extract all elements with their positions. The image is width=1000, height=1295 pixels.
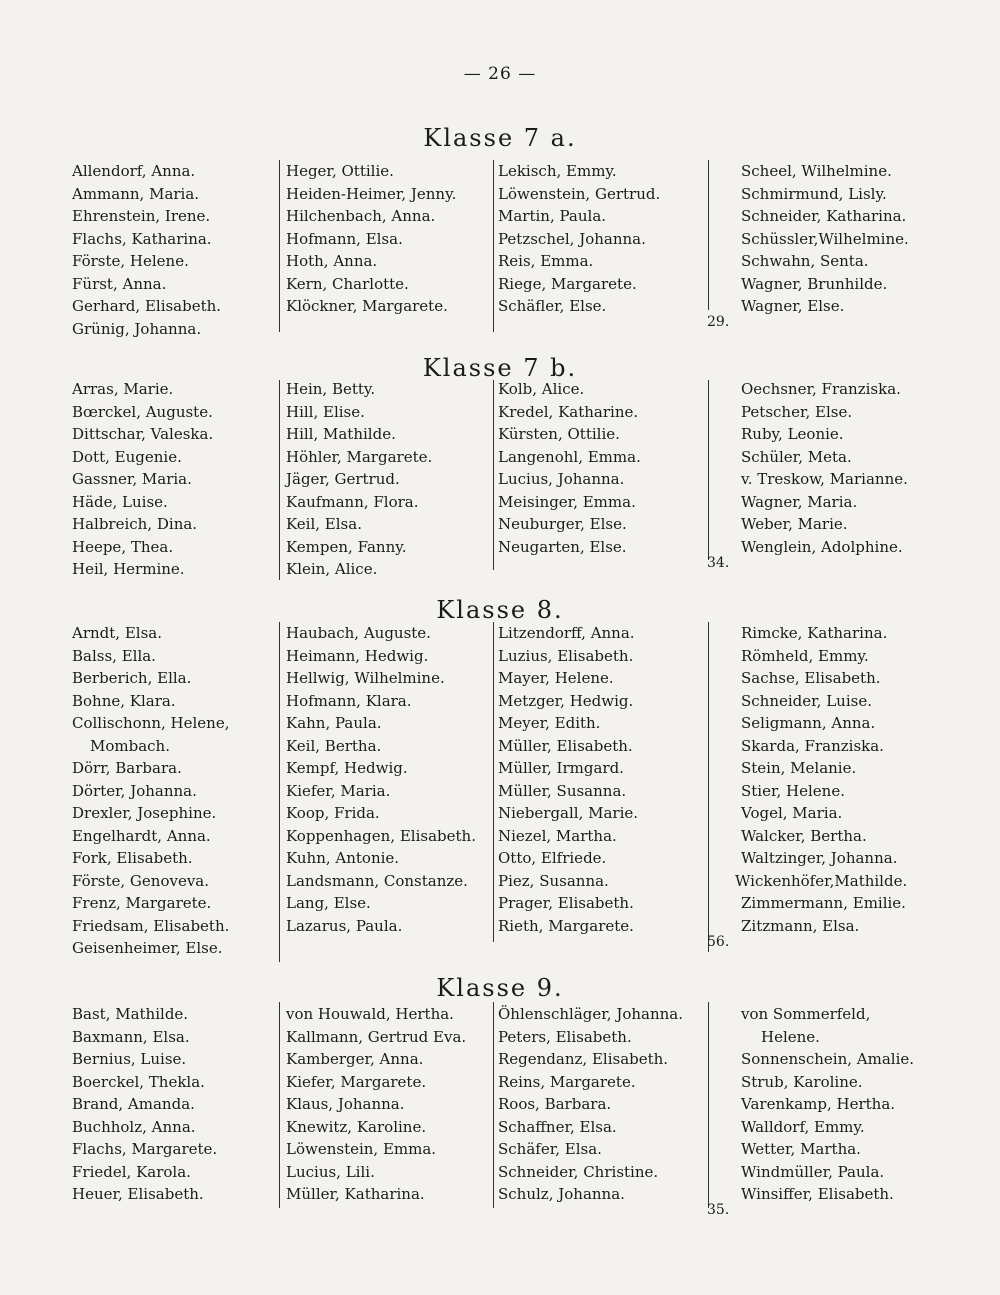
list-item: Kuhn, Antonie.: [286, 849, 400, 867]
list-item: Dott, Eugenie.: [72, 447, 182, 466]
list-item: Heger, Ottilie.: [286, 162, 394, 180]
list-item: Scheel, Wilhelmine.: [741, 162, 892, 180]
list-item: Keil, Bertha.: [286, 736, 382, 755]
list-item: von Houwald, Hertha.: [286, 1005, 454, 1023]
list-item: Martin, Paula.: [498, 207, 607, 225]
list-item: Friedsam, Elisabeth.: [72, 916, 230, 935]
column-divider: [708, 1002, 709, 1208]
list-item: Keil, Elsa.: [286, 515, 362, 533]
name-column: [498, 160, 660, 318]
list-item: Lucius, Johanna.: [498, 470, 625, 488]
list-item: Hellwig, Wilhelmine.: [286, 669, 445, 687]
name-column: [72, 160, 221, 340]
list-item: Neuburger, Else.: [498, 515, 627, 533]
list-item: Niezel, Martha.: [498, 826, 617, 845]
list-item: Koop, Frida.: [286, 804, 380, 822]
list-item: Schaffner, Elsa.: [498, 1117, 617, 1136]
section-heading-klasse-9: Klasse 9.: [436, 974, 564, 1002]
list-item: Kürsten, Ottilie.: [498, 425, 620, 443]
list-item: Hofmann, Elsa.: [286, 229, 403, 248]
list-item: Neugarten, Else.: [498, 537, 627, 556]
list-item: Häde, Luise.: [72, 492, 168, 511]
list-item: Rieth, Margarete.: [498, 916, 634, 935]
list-item: Frenz, Margarete.: [72, 894, 212, 912]
list-item: Sachse, Elisabeth.: [741, 669, 881, 687]
name-column: [286, 1003, 466, 1206]
list-item: Arras, Marie.: [72, 380, 174, 398]
list-item: Regendanz, Elisabeth.: [498, 1050, 669, 1068]
column-divider: [708, 380, 709, 560]
list-item: Metzger, Hedwig.: [498, 691, 634, 710]
list-item: Buchholz, Anna.: [72, 1117, 196, 1136]
list-item: Haubach, Auguste.: [286, 624, 431, 642]
list-item: Kallmann, Gertrud Eva.: [286, 1027, 467, 1046]
list-item: [707, 1183, 914, 1218]
list-item: Dittschar, Valeska.: [72, 425, 214, 443]
list-item: Geisenheimer, Else.: [72, 939, 223, 957]
list-item: Langenohl, Emma.: [498, 447, 641, 466]
list-item: Oechsner, Franziska.: [741, 380, 901, 398]
list-item: Reis, Emma.: [498, 252, 594, 270]
list-item: Mombach.: [90, 736, 170, 755]
column-divider: [279, 622, 280, 962]
list-item: Wagner, Brunhilde.: [741, 274, 888, 293]
list-item: Hoth, Anna.: [286, 252, 378, 270]
list-item: Klein, Alice.: [286, 560, 378, 578]
list-item: Schäfer, Elsa.: [498, 1140, 602, 1158]
class-count: 29.: [707, 314, 730, 330]
list-item: Kiefer, Margarete.: [286, 1072, 427, 1091]
list-item: Müller, Elisabeth.: [498, 736, 633, 755]
column-divider: [493, 160, 494, 332]
list-item: Piez, Susanna.: [498, 871, 609, 890]
list-item: Schneider, Luise.: [741, 691, 872, 710]
column-divider: [279, 1002, 280, 1208]
name-column: [286, 160, 456, 318]
list-item: Schäfler, Else.: [498, 297, 607, 315]
list-item-text: Wagner, Else.: [741, 297, 845, 315]
list-item: Klöckner, Margarete.: [286, 297, 448, 315]
list-item: Heiden-Heimer, Jenny.: [286, 184, 457, 203]
list-item: Engelhardt, Anna.: [72, 826, 211, 845]
list-item: Halbreich, Dina.: [72, 515, 198, 533]
list-item: Knewitz, Karoline.: [286, 1117, 427, 1136]
list-item: v. Treskow, Marianne.: [741, 470, 908, 488]
list-item: Wickenhöfer,Mathilde.: [735, 871, 908, 890]
name-column: [72, 378, 213, 581]
list-item: Varenkamp, Hertha.: [741, 1095, 896, 1113]
list-item-text: Winsiffer, Elisabeth.: [741, 1185, 894, 1203]
list-item: Grünig, Johanna.: [72, 319, 202, 338]
list-item: Arndt, Elsa.: [72, 624, 162, 642]
name-column: [72, 1003, 217, 1206]
list-item: Dörter, Johanna.: [72, 781, 197, 800]
list-item: Drexler, Josephine.: [72, 804, 217, 822]
list-item: Wetter, Martha.: [741, 1140, 861, 1158]
column-divider: [279, 380, 280, 580]
name-column: [707, 1003, 915, 1218]
list-item: Meisinger, Emma.: [498, 492, 636, 511]
list-item: [707, 295, 909, 330]
list-item: Landsmann, Constanze.: [286, 871, 468, 890]
list-item: Baxmann, Elsa.: [72, 1027, 190, 1046]
page-number: — 26 —: [463, 64, 537, 84]
list-item: Müller, Susanna.: [498, 781, 627, 800]
column-divider: [493, 1002, 494, 1208]
list-item: Jäger, Gertrud.: [286, 470, 400, 488]
name-column: [707, 378, 908, 571]
list-item: Schmirmund, Lisly.: [741, 184, 887, 203]
list-item: Schulz, Johanna.: [498, 1185, 625, 1203]
list-item: Heuer, Elisabeth.: [72, 1185, 204, 1203]
list-item: Meyer, Edith.: [498, 714, 601, 732]
list-item: Öhlenschläger, Johanna.: [498, 1005, 684, 1023]
list-item: Hilchenbach, Anna.: [286, 207, 436, 225]
column-divider: [708, 622, 709, 952]
list-item: Heimann, Hedwig.: [286, 646, 429, 665]
list-item-text: Zitzmann, Elsa.: [741, 916, 860, 935]
list-item: Gassner, Maria.: [72, 470, 192, 488]
list-item: Flachs, Margarete.: [72, 1140, 218, 1158]
list-item: Lekisch, Emmy.: [498, 162, 617, 180]
list-item: Skarda, Franziska.: [741, 736, 884, 755]
list-item: Schüssler,Wilhelmine.: [741, 229, 909, 248]
list-item: Windmüller, Paula.: [741, 1162, 885, 1181]
list-item: Löwenstein, Gertrud.: [498, 184, 661, 203]
list-item: Walcker, Bertha.: [741, 826, 867, 845]
list-item: Hill, Elise.: [286, 402, 365, 421]
list-item: Boerckel, Thekla.: [72, 1072, 205, 1091]
list-item: Kiefer, Maria.: [286, 781, 391, 800]
list-item: Schüler, Meta.: [741, 447, 852, 466]
list-item: Litzendorff, Anna.: [498, 624, 635, 642]
list-item: Roos, Barbara.: [498, 1095, 612, 1113]
list-item: Kempf, Hedwig.: [286, 759, 408, 777]
list-item: Lazarus, Paula.: [286, 916, 403, 935]
list-item: Heil, Hermine.: [72, 560, 185, 578]
list-item: Luzius, Elisabeth.: [498, 646, 634, 665]
list-item: Ammann, Maria.: [72, 184, 200, 203]
list-item: Fork, Elisabeth.: [72, 849, 193, 867]
list-item: Hein, Betty.: [286, 380, 376, 398]
list-item: Zimmermann, Emilie.: [741, 894, 906, 912]
list-item: Flachs, Katharina.: [72, 229, 212, 248]
list-item: Helene.: [761, 1027, 820, 1046]
list-item: Balss, Ella.: [72, 646, 156, 665]
column-divider: [493, 622, 494, 942]
list-item: Allendorf, Anna.: [72, 162, 196, 180]
list-item: Sonnenschein, Amalie.: [741, 1050, 915, 1068]
list-item: Collischonn, Helene,: [72, 714, 230, 732]
list-item: Kempen, Fanny.: [286, 537, 407, 556]
list-item: Niebergall, Marie.: [498, 804, 639, 822]
list-item: Löwenstein, Emma.: [286, 1140, 437, 1158]
list-item: Hill, Mathilde.: [286, 425, 396, 443]
list-item: Wagner, Maria.: [741, 492, 858, 511]
list-item: Friedel, Karola.: [72, 1162, 191, 1181]
name-column: [498, 622, 638, 937]
list-item: Kaufmann, Flora.: [286, 492, 419, 511]
column-divider: [493, 380, 494, 570]
column-divider: [279, 160, 280, 332]
list-item: Kamberger, Anna.: [286, 1050, 424, 1068]
list-item: Stier, Helene.: [741, 781, 845, 800]
list-item: Petscher, Else.: [741, 402, 853, 421]
list-item: Waltzinger, Johanna.: [741, 849, 898, 867]
list-item: Höhler, Margarete.: [286, 447, 433, 466]
list-item: Hofmann, Klara.: [286, 691, 412, 710]
list-item: Reins, Margarete.: [498, 1072, 636, 1091]
list-item: Römheld, Emmy.: [741, 646, 869, 665]
list-item: Koppenhagen, Elisabeth.: [286, 826, 476, 845]
section-heading-klasse-7a: Klasse 7 a.: [423, 124, 577, 152]
class-count: 35.: [707, 1202, 730, 1218]
name-column: [286, 622, 476, 937]
list-item: Rimcke, Katharina.: [741, 624, 888, 642]
list-item: von Sommerfeld,: [741, 1005, 871, 1023]
list-item: Otto, Elfriede.: [498, 849, 607, 867]
list-item: Ruby, Leonie.: [741, 425, 844, 443]
list-item: Vogel, Maria.: [741, 804, 843, 822]
list-item: Schneider, Christine.: [498, 1162, 659, 1181]
class-count: 56.: [707, 933, 730, 950]
list-item-text: Wenglein, Adolphine.: [741, 537, 903, 556]
list-item: Heepe, Thea.: [72, 537, 174, 556]
list-item: Bast, Mathilde.: [72, 1005, 189, 1023]
list-item: Gerhard, Elisabeth.: [72, 297, 222, 315]
list-item: Peters, Elisabeth.: [498, 1027, 632, 1046]
list-item: Bernius, Luise.: [72, 1050, 187, 1068]
list-item: Klaus, Johanna.: [286, 1095, 405, 1113]
list-item: Kredel, Katharine.: [498, 402, 639, 421]
list-item: Strub, Karoline.: [741, 1072, 863, 1091]
list-item: Bohne, Klara.: [72, 691, 176, 710]
name-column: [498, 378, 641, 558]
list-item: [707, 536, 908, 571]
list-item: Lucius, Lili.: [286, 1162, 375, 1181]
list-item: Seligmann, Anna.: [741, 714, 876, 732]
list-item: Prager, Elisabeth.: [498, 894, 634, 912]
name-column: [286, 378, 432, 581]
name-column: [707, 160, 909, 330]
name-column: [498, 1003, 683, 1206]
list-item: Berberich, Ella.: [72, 669, 192, 687]
column-divider: [708, 160, 709, 310]
list-item: Walldorf, Emmy.: [741, 1117, 865, 1136]
class-count: 34.: [707, 554, 730, 571]
list-item: Lang, Else.: [286, 894, 371, 912]
name-column: [72, 622, 230, 960]
list-item: Kahn, Paula.: [286, 714, 382, 732]
list-item: Ehrenstein, Irene.: [72, 207, 211, 225]
list-item: [707, 915, 907, 950]
list-item: Förste, Genoveva.: [72, 871, 210, 890]
list-item: Dörr, Barbara.: [72, 759, 182, 777]
name-column: [707, 622, 908, 950]
list-item: Müller, Irmgard.: [498, 759, 624, 777]
list-item: Petzschel, Johanna.: [498, 229, 646, 248]
section-heading-klasse-7b: Klasse 7 b.: [422, 354, 578, 382]
list-item: Bœrckel, Auguste.: [72, 402, 213, 421]
list-item: Fürst, Anna.: [72, 274, 167, 293]
list-item: Kolb, Alice.: [498, 380, 585, 398]
list-item: Kern, Charlotte.: [286, 274, 409, 293]
list-item: Schneider, Katharina.: [741, 207, 907, 225]
list-item: Mayer, Helene.: [498, 669, 614, 687]
list-item: Schwahn, Senta.: [741, 252, 869, 270]
list-item: Riege, Margarete.: [498, 274, 637, 293]
list-item: Müller, Katharina.: [286, 1185, 425, 1203]
list-item: Stein, Melanie.: [741, 759, 857, 777]
list-item: Weber, Marie.: [741, 515, 848, 533]
list-item: Förste, Helene.: [72, 252, 189, 270]
list-item: Brand, Amanda.: [72, 1095, 195, 1113]
section-heading-klasse-8: Klasse 8.: [436, 596, 564, 624]
